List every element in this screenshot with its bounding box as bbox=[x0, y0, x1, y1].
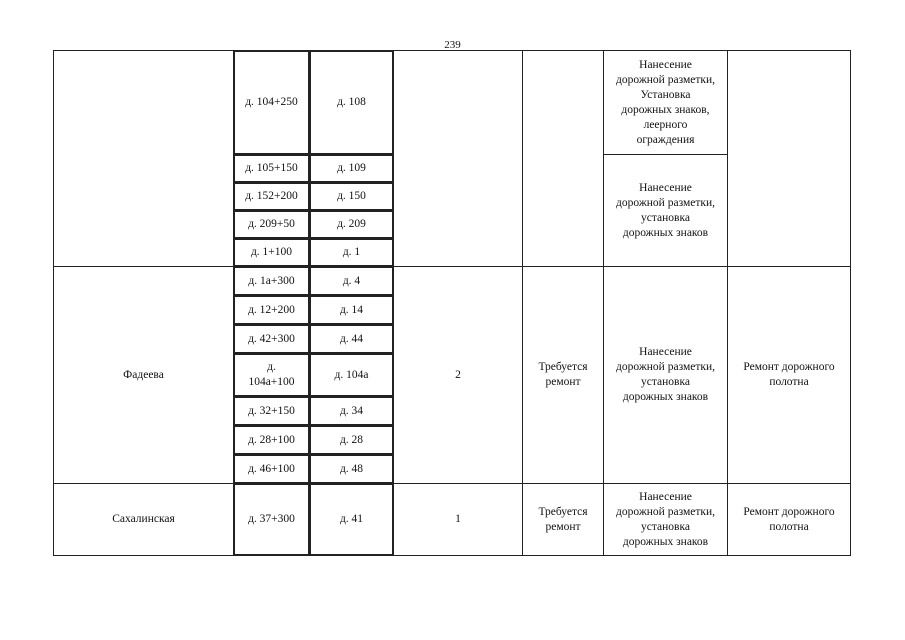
to-cell: д. 41 bbox=[310, 484, 394, 556]
street-cell bbox=[54, 51, 234, 267]
from-cell: д. 1а+300 bbox=[234, 267, 310, 296]
from-cell: д. 12+200 bbox=[234, 296, 310, 325]
from-cell: д. 104а+100 bbox=[234, 354, 310, 397]
work-cell: Нанесение дорожной разметки, установка дорожных знаков bbox=[604, 155, 728, 267]
to-cell: д. 34 bbox=[310, 397, 394, 426]
work-cell: Нанесение дорожной разметки, Установка дорожных знаков, леерного ограждения bbox=[604, 51, 728, 155]
to-cell: д. 109 bbox=[310, 155, 394, 183]
to-cell: д. 48 bbox=[310, 455, 394, 484]
count-cell: 2 bbox=[394, 267, 523, 484]
to-cell: д. 28 bbox=[310, 426, 394, 455]
count-cell: 1 bbox=[394, 484, 523, 556]
from-cell: д. 152+200 bbox=[234, 183, 310, 211]
from-cell: д. 42+300 bbox=[234, 325, 310, 354]
street-cell: Фадеева bbox=[54, 267, 234, 484]
repair-cell: Ремонт дорожного полотна bbox=[728, 484, 851, 556]
repair-cell: Ремонт дорожного полотна bbox=[728, 267, 851, 484]
status-cell bbox=[523, 51, 604, 267]
table-row bbox=[54, 51, 851, 155]
from-cell: д. 1+100 bbox=[234, 239, 310, 267]
work-cell: Нанесение дорожной разметки, установка дорожных знаков bbox=[604, 484, 728, 556]
to-cell: д. 4 bbox=[310, 267, 394, 296]
to-cell: д. 150 bbox=[310, 183, 394, 211]
street-cell: Сахалинская bbox=[54, 484, 234, 556]
road-works-table bbox=[53, 50, 851, 556]
from-cell: д. 46+100 bbox=[234, 455, 310, 484]
from-cell: д. 209+50 bbox=[234, 211, 310, 239]
to-cell: д. 1 bbox=[310, 239, 394, 267]
to-cell: д. 104а bbox=[310, 354, 394, 397]
table-row bbox=[54, 484, 851, 556]
to-cell: д. 108 bbox=[310, 51, 394, 155]
from-cell: д. 32+150 bbox=[234, 397, 310, 426]
to-cell: д. 209 bbox=[310, 211, 394, 239]
from-cell: д. 105+150 bbox=[234, 155, 310, 183]
from-cell: д. 104+250 bbox=[234, 51, 310, 155]
from-cell: д. 37+300 bbox=[234, 484, 310, 556]
page-number: 239 bbox=[444, 39, 461, 51]
to-cell: д. 14 bbox=[310, 296, 394, 325]
work-cell: Нанесение дорожной разметки, установка дорожных знаков bbox=[604, 267, 728, 484]
table-row bbox=[54, 267, 851, 296]
count-cell bbox=[394, 51, 523, 267]
to-cell: д. 44 bbox=[310, 325, 394, 354]
status-cell: Требуется ремонт bbox=[523, 484, 604, 556]
status-cell: Требуется ремонт bbox=[523, 267, 604, 484]
from-cell: д. 28+100 bbox=[234, 426, 310, 455]
repair-cell bbox=[728, 51, 851, 267]
